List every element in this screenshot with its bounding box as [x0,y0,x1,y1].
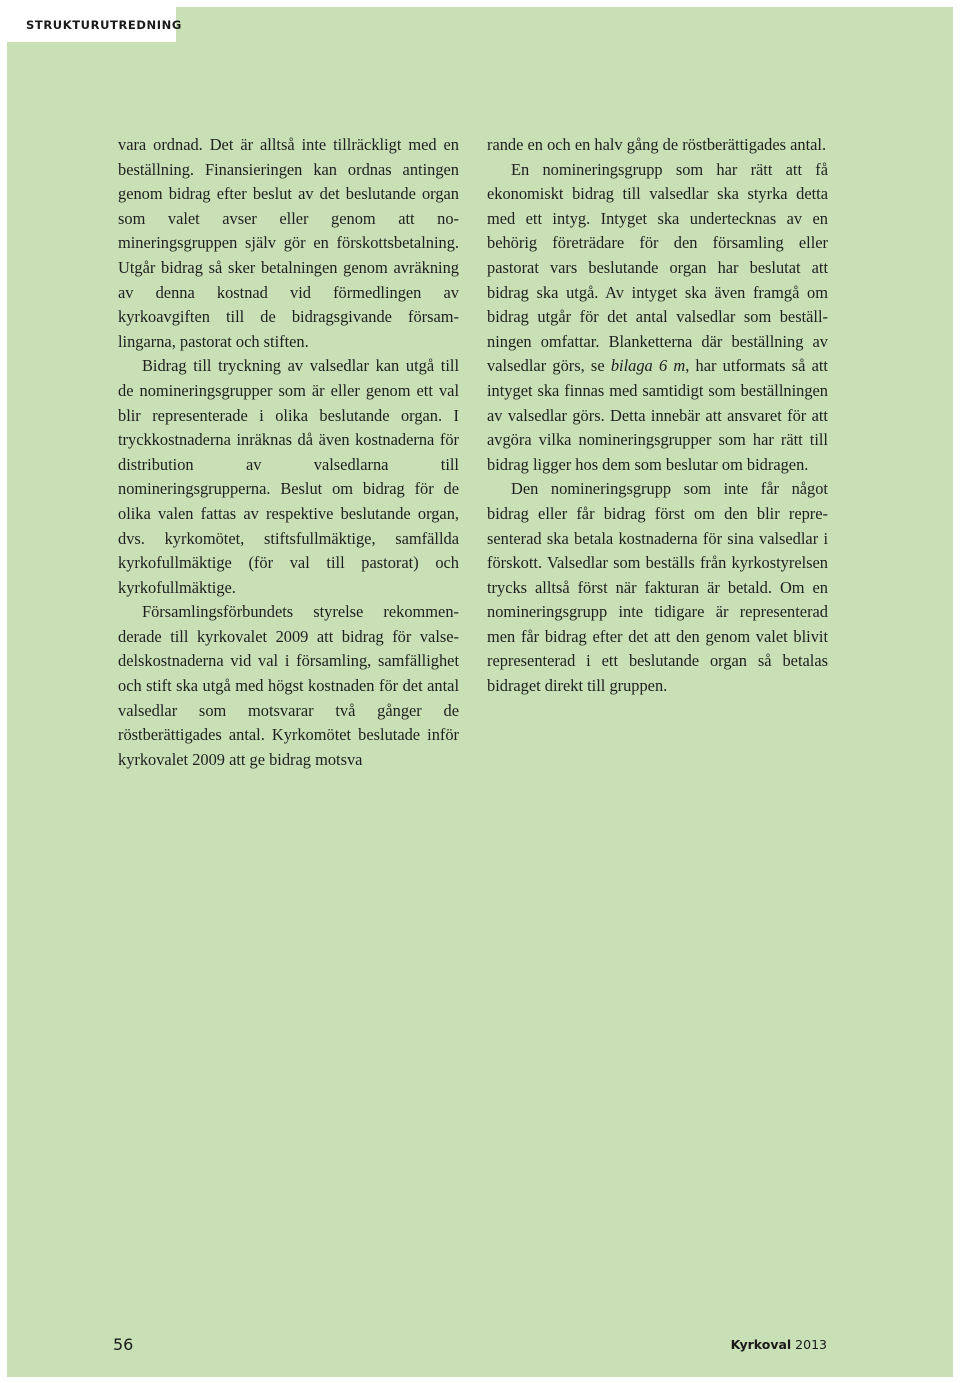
section-label: STRUKTURUTREDNING [26,17,182,32]
appendix-reference: bilaga 6 m [610,356,686,376]
page [7,7,953,1377]
right-paragraph-2-text-b: , har utformats så att intyget ska finnas med samtidigt som beställningen av valsedlar görs. Detta innebär att ansvaret för att avgöra vilka nomineringsgrupper som har rätt till bidrag ligger hos dem som beslutar om bidragen. [487,356,828,474]
right-column [487,133,828,699]
footer-brand [731,1337,827,1352]
brand-name: Kyrkoval [730,1337,792,1352]
brand-year: 2013 [791,1337,827,1352]
right-paragraph-1: rande en och en halv gång de röstberättigades antal. [487,135,827,154]
right-paragraph-2-text-a: En nomineringsgrupp som har rätt att få ekonomiskt bidrag till valsedlar ska styrka detta med ett intyg. Intyget ska undertecknas av en behörig företrädare för den församling eller pastorat vars beslutande organ har beslutat att bidrag ska utgå. Av intyget ska även framgå om bidrag utgår för det antal valsedlar som beställningen omfattar. Blanketterna där beställning av valsedlar görs, se [487,159,828,376]
page-number: 56 [113,1335,134,1354]
right-paragraph-3: Den nomineringsgrupp som inte får något bidrag eller får bidrag först om den blir representerad ska betala kostnaderna för sina valsedlar i förskott. Valsedlar som beställs från kyrkostyrelsen trycks alltså först när fakturan är betald. Om en nomineringsgrupp inte tidigare är representerad men får bidrag efter det att den genom valet blivit representerad i ett beslutande organ så betalas bidraget direkt till gruppen. [487,479,828,696]
left-paragraph-2: Bidrag till tryckning av valsedlar kan utgå till de nomineringsgrupper som är eller genom ett val blir representerade i olika beslutande organ. I tryckkostnaderna inräknas då även kostnaderna för distribution av valsedlarna till nomineringsgrupperna. Beslut om bidrag för de olika valen fattas av respektive beslutande organ, dvs. kyrkomötet, stiftsfullmäktige, samfällda kyrkofullmäktige (för val till pastorat) och kyrkofullmäktige. [118,356,459,597]
right-paragraph-2 [487,158,828,478]
section-header-tab [7,7,182,42]
left-column [118,133,459,772]
left-paragraph-1: vara ordnad. Det är alltså inte tillräckligt med en beställning. Finansieringen kan ordnas antingen genom bidrag efter beslut av det beslutande organ som valet avser eller genom att nomineringsgruppen själv gör en förskottsbetalning. Utgår bidrag så sker betalningen genom avräkning av denna kostnad vid förmedlingen av kyrkoavgiften till de bidragsgivande församlingarna, pastorat och stiften. [118,135,459,351]
left-paragraph-3: Församlingsförbundets styrelse rekommenderade till kyrkovalet 2009 att bidrag för valsedelskostnaderna vid val i församling, samfällighet och stift ska utgå med högst kostnaden för det antal valsedlar som motsvarar två gånger de röstberättigades antal. Kyrkomötet beslutade inför kyrkovalet 2009 att ge bidrag motsva [118,602,459,769]
